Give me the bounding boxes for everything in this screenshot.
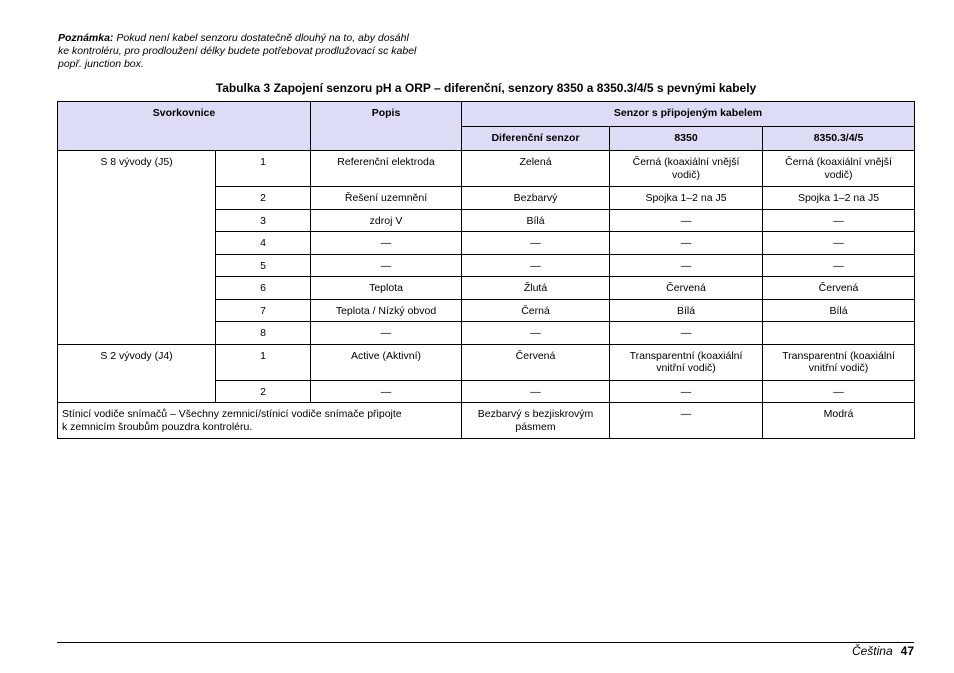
dif-cell: — <box>462 380 610 403</box>
s8350-cell: — <box>610 322 763 345</box>
shield-text: Stínicí vodiče snímačů – Všechny zemnicí/stínicí vodiče snímače připojte k zemnicím šroubům pouzdra kontroléru. <box>58 403 462 439</box>
note-line-2: ke kontroléru, pro prodloužení délky budete potřebovat prodlužovací sc kabel <box>58 45 417 57</box>
note <box>58 32 478 71</box>
s8350-345-cell: — <box>763 232 915 255</box>
dif-cell: Žlutá <box>462 277 610 300</box>
s8350-345-cell: Červená <box>763 277 915 300</box>
s8350-345-cell <box>763 322 915 345</box>
pin-cell: 5 <box>216 254 311 277</box>
dif-cell: Bílá <box>462 209 610 232</box>
header-senzor: Senzor s připojeným kabelem <box>462 102 915 127</box>
table-row <box>58 151 915 187</box>
dif-cell: — <box>462 254 610 277</box>
dif-cell: Zelená <box>462 151 610 187</box>
header-svorkovnice: Svorkovnice <box>58 102 311 151</box>
table-row <box>58 344 915 380</box>
pin-cell: 8 <box>216 322 311 345</box>
s8350-cell: Bílá <box>610 299 763 322</box>
s8350-345-cell: Černá (koaxiální vnější vodič) <box>763 151 915 187</box>
group-j4: S 2 vývody (J4) <box>58 344 216 403</box>
popis-cell: — <box>311 232 462 255</box>
pin-cell: 4 <box>216 232 311 255</box>
dif-cell: Červená <box>462 344 610 380</box>
footer-divider <box>57 642 914 643</box>
note-line-1: Pokud není kabel senzoru dostatečně dlouhý na to, aby dosáhl <box>113 32 409 44</box>
s8350-cell: — <box>610 380 763 403</box>
popis-cell: — <box>311 322 462 345</box>
s8350-cell: Černá (koaxiální vnější vodič) <box>610 151 763 187</box>
table-row-shield <box>58 403 915 439</box>
popis-cell: Řešení uzemnění <box>311 187 462 210</box>
s8350-cell: — <box>610 254 763 277</box>
dif-cell: — <box>462 232 610 255</box>
header-popis: Popis <box>311 102 462 151</box>
wiring-table <box>57 101 915 439</box>
popis-cell: — <box>311 254 462 277</box>
page-footer <box>852 644 914 658</box>
s8350-cell: Spojka 1–2 na J5 <box>610 187 763 210</box>
pin-cell: 1 <box>216 344 311 380</box>
popis-cell: zdroj V <box>311 209 462 232</box>
s8350-345-cell: — <box>763 209 915 232</box>
page-number: 47 <box>900 644 914 658</box>
popis-cell: Teplota <box>311 277 462 300</box>
pin-cell: 1 <box>216 151 311 187</box>
popis-cell: Teplota / Nízký obvod <box>311 299 462 322</box>
pin-cell: 7 <box>216 299 311 322</box>
shield-8350-345-cell: Modrá <box>763 403 915 439</box>
dif-cell: — <box>462 322 610 345</box>
note-line-3: popř. junction box. <box>58 58 144 70</box>
shield-dif-cell: Bezbarvý s bezjiskrovým pásmem <box>462 403 610 439</box>
s8350-345-cell: Spojka 1–2 na J5 <box>763 187 915 210</box>
s8350-cell: — <box>610 232 763 255</box>
s8350-345-cell: Bílá <box>763 299 915 322</box>
s8350-cell: Červená <box>610 277 763 300</box>
pin-cell: 6 <box>216 277 311 300</box>
header-8350-345: 8350.3/4/5 <box>763 126 915 151</box>
shield-8350-cell: — <box>610 403 763 439</box>
pin-cell: 2 <box>216 187 311 210</box>
popis-cell: Active (Aktivní) <box>311 344 462 380</box>
popis-cell: Referenční elektroda <box>311 151 462 187</box>
popis-cell: — <box>311 380 462 403</box>
s8350-345-cell: — <box>763 380 915 403</box>
table-caption: Tabulka 3 Zapojení senzoru pH a ORP – diferenční, senzory 8350 a 8350.3/4/5 s pevnými kabely <box>215 81 757 95</box>
s8350-cell: Transparentní (koaxiální vnitřní vodič) <box>610 344 763 380</box>
s8350-cell: — <box>610 209 763 232</box>
pin-cell: 2 <box>216 380 311 403</box>
note-label: Poznámka: <box>58 32 114 44</box>
group-j5: S 8 vývody (J5) <box>58 151 216 345</box>
pin-cell: 3 <box>216 209 311 232</box>
s8350-345-cell: Transparentní (koaxiální vnitřní vodič) <box>763 344 915 380</box>
dif-cell: Černá <box>462 299 610 322</box>
dif-cell: Bezbarvý <box>462 187 610 210</box>
s8350-345-cell: — <box>763 254 915 277</box>
footer-language: Čeština <box>851 644 893 658</box>
header-8350: 8350 <box>610 126 763 151</box>
header-diferencni: Diferenční senzor <box>462 126 610 151</box>
